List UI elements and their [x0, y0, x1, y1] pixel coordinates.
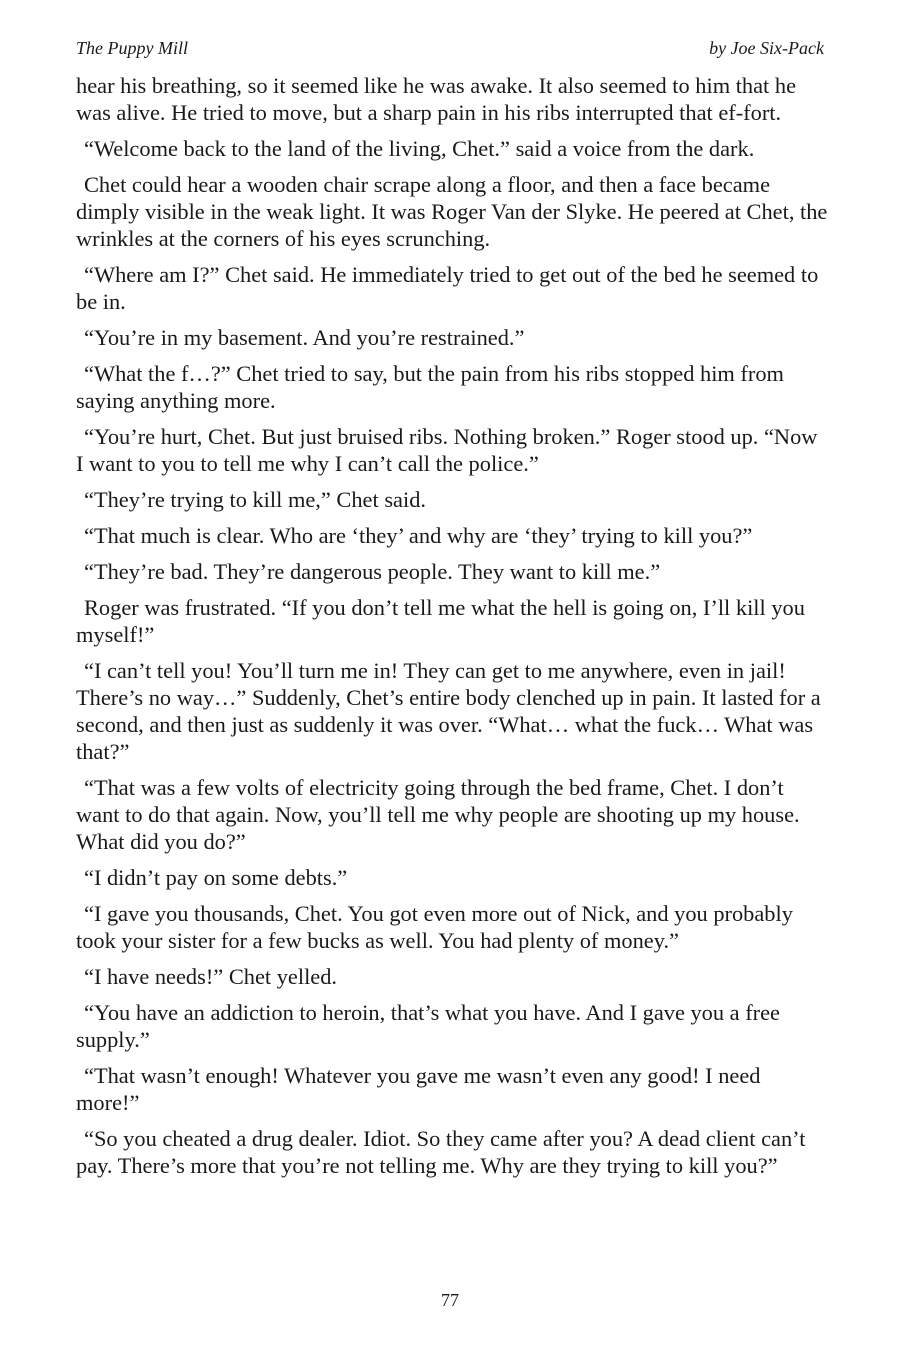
- paragraph: Chet could hear a wooden chair scrape along a floor, and then a face became dimply visible in the weak light. It was Roger Van der Slyke. He peered at Chet, the wrinkles at the corners of his eyes scrunching.: [76, 172, 828, 251]
- paragraph: “They’re trying to kill me,” Chet said.: [84, 487, 426, 512]
- running-header: [76, 38, 824, 59]
- paragraph: “I have needs!” Chet yelled.: [84, 964, 338, 989]
- paragraph: “I gave you thousands, Chet. You got even more out of Nick, and you probably took your sister for a few bucks as well. You had plenty of money.”: [76, 901, 793, 953]
- paragraph: “So you cheated a drug dealer. Idiot. So they came after you? A dead client can’t pay. There’s more that you’re not telling me. Why are they trying to kill you?”: [76, 1126, 806, 1178]
- paragraph: “You’re in my basement. And you’re restrained.”: [84, 325, 525, 350]
- paragraph: “Welcome back to the land of the living, Chet.” said a voice from the dark.: [84, 136, 755, 161]
- paragraph: Roger was frustrated. “If you don’t tell me what the hell is going on, I’ll kill you myself!”: [76, 595, 805, 647]
- paragraph: “You have an addiction to heroin, that’s what you have. And I gave you a free supply.”: [76, 1000, 780, 1052]
- paragraph: “That much is clear. Who are ‘they’ and why are ‘they’ trying to kill you?”: [84, 523, 753, 548]
- paragraph: “You’re hurt, Chet. But just bruised ribs. Nothing broken.” Roger stood up. “Now I want to you to tell me why I can’t call the police.”: [76, 424, 818, 476]
- book-title: The Puppy Mill: [76, 38, 188, 58]
- paragraph: “They’re bad. They’re dangerous people. They want to kill me.”: [84, 559, 661, 584]
- paragraph: “Where am I?” Chet said. He immediately tried to get out of the bed he seemed to be in.: [76, 262, 819, 314]
- author-name: by Joe Six-Pack: [709, 38, 824, 58]
- page-number: 77: [441, 1290, 459, 1310]
- paragraph: “I can’t tell you! You’ll turn me in! They can get to me anywhere, even in jail! There’s no way…” Suddenly, Chet’s entire body clenched up in pain. It lasted for a second, and then just as suddenly it was over. “What… what the fuck… What was that?”: [76, 658, 821, 764]
- paragraph: “I didn’t pay on some debts.”: [84, 865, 348, 890]
- body-text: [76, 72, 828, 1188]
- paragraph: “What the f…?” Chet tried to say, but the pain from his ribs stopped him from saying anything more.: [76, 361, 784, 413]
- paragraph: “That wasn’t enough! Whatever you gave me wasn’t even any good! I need more!”: [76, 1063, 761, 1115]
- paragraph: “That was a few volts of electricity going through the bed frame, Chet. I don’t want to do that again. Now, you’ll tell me why people are shooting up my house. What did you do?”: [76, 775, 800, 854]
- paragraph: hear his breathing, so it seemed like he was awake. It also seemed to him that he was alive. He tried to move, but a sharp pain in his ribs interrupted that ef-fort.: [76, 73, 797, 125]
